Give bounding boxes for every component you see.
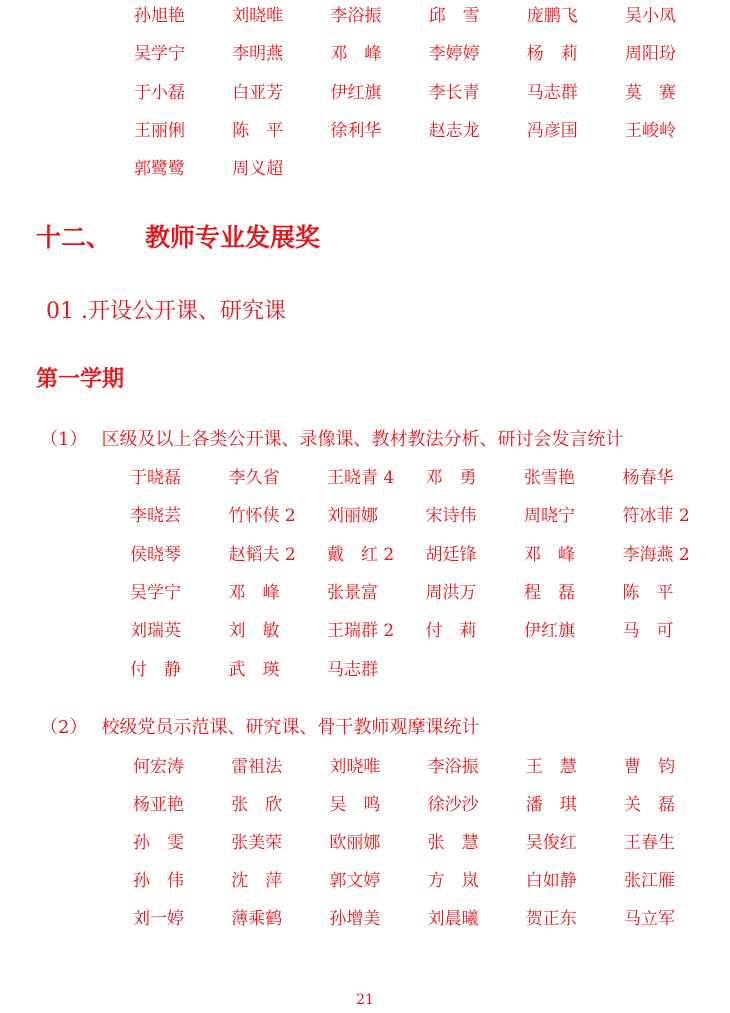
person-name: 郭鹭鹭 [134, 159, 185, 180]
item1-label: （1） [40, 429, 88, 450]
person-name: 沈 萍 [231, 871, 283, 891]
person-name: 李浴振 [427, 757, 479, 777]
name-row [0, 42, 730, 66]
section-title: 教师专业发展奖 [145, 223, 321, 252]
person-name: 戴 红 2 [327, 544, 395, 565]
name-row [0, 831, 730, 855]
person-name: 薄乘鹤 [231, 909, 283, 929]
name-row [0, 619, 730, 643]
person-name: 孙 雯 [133, 833, 184, 853]
person-name: 刘瑞英 [130, 621, 181, 642]
name-row [0, 793, 730, 817]
person-name: 吴 鸣 [329, 795, 381, 815]
person-name: 吴俊红 [525, 833, 577, 853]
person-name: 符冰菲 2 [622, 506, 690, 527]
person-name: 杨 莉 [526, 44, 578, 65]
person-name: 李晓芸 [130, 506, 181, 527]
name-row [0, 504, 730, 528]
person-name: 赵韬夫 2 [228, 544, 296, 565]
person-name: 周晓宁 [524, 506, 575, 527]
person-name: 武 瑛 [228, 659, 280, 680]
person-name: 马 可 [622, 621, 674, 642]
person-name: 李长青 [428, 82, 480, 103]
person-name: 陈 平 [232, 120, 284, 141]
person-name: 李浴振 [330, 6, 382, 26]
item1-title: 区级及以上各类公开课、录像课、教材教法分析、研讨会发言统计 [101, 429, 624, 450]
name-row [0, 119, 730, 143]
person-name: 郭文婷 [329, 871, 381, 891]
page-number: 21 [356, 992, 374, 1008]
subsection-heading: 01 .开设公开课、研究课 [46, 299, 286, 324]
name-row [0, 157, 730, 181]
person-name: 李婷婷 [428, 44, 480, 65]
person-name: 贺正东 [525, 909, 577, 929]
person-name: 方 岚 [427, 871, 479, 891]
person-name: 程 磊 [524, 582, 575, 603]
item1-heading [40, 425, 623, 451]
person-name: 伊红旗 [330, 82, 382, 103]
person-name: 王丽俐 [134, 120, 185, 141]
person-name: 张美荣 [231, 833, 283, 853]
person-name: 王瑞群 2 [327, 621, 395, 642]
person-name: 马志群 [526, 82, 578, 103]
person-name: 于小磊 [134, 82, 185, 103]
item2-title: 校级党员示范课、研究课、骨干教师观摩课统计 [101, 717, 480, 738]
name-row [0, 543, 730, 567]
person-name: 莫 赛 [625, 82, 676, 103]
name-row [0, 581, 730, 605]
item2-heading [40, 713, 479, 739]
person-name: 周义超 [232, 159, 284, 180]
person-name: 王晓青 4 [327, 468, 395, 488]
person-name: 邓 勇 [425, 468, 477, 488]
person-name: 徐利华 [330, 120, 382, 141]
person-name: 马志群 [327, 659, 378, 680]
person-name: 赵志龙 [428, 120, 480, 141]
person-name: 杨亚艳 [133, 795, 184, 815]
person-name: 白如静 [525, 871, 577, 891]
person-name: 雷祖法 [231, 757, 283, 777]
person-name: 孙旭艳 [134, 6, 185, 26]
person-name: 孙增美 [329, 909, 381, 929]
name-row [0, 658, 730, 682]
person-name: 张景富 [327, 582, 378, 603]
person-name: 刘丽娜 [327, 506, 378, 527]
person-name: 白亚芳 [232, 82, 284, 103]
person-name: 张江雁 [624, 871, 675, 891]
person-name: 吴学宁 [134, 44, 185, 65]
person-name: 王春生 [624, 833, 675, 853]
person-name: 吴学宁 [130, 582, 181, 603]
name-row [0, 755, 730, 779]
person-name: 张 欣 [231, 795, 283, 815]
person-name: 邱 雪 [428, 6, 480, 26]
person-name: 刘晓唯 [329, 757, 381, 777]
person-name: 李明燕 [232, 44, 284, 65]
term-heading: 第一学期 [36, 366, 125, 392]
person-name: 杨春华 [622, 468, 674, 488]
person-name: 宋诗伟 [425, 506, 477, 527]
person-name: 马立军 [624, 909, 675, 929]
person-name: 庞鹏飞 [526, 6, 578, 26]
person-name: 吴小凤 [625, 6, 676, 26]
person-name: 于晓磊 [130, 468, 181, 488]
person-name: 付 莉 [425, 621, 477, 642]
person-name: 王 慧 [525, 757, 577, 777]
name-row [0, 466, 730, 490]
person-name: 刘 敏 [228, 621, 280, 642]
section-heading [36, 218, 320, 254]
person-name: 竹怀侠 2 [228, 506, 296, 527]
person-name: 刘晓唯 [232, 6, 284, 26]
name-row [0, 4, 730, 28]
person-name: 邓 峰 [228, 582, 280, 603]
person-name: 关 磊 [624, 795, 675, 815]
person-name: 陈 平 [622, 582, 674, 603]
name-row [0, 869, 730, 893]
person-name: 潘 琪 [525, 795, 577, 815]
section-number: 十二、 [36, 223, 112, 252]
person-name: 张 慧 [427, 833, 479, 853]
person-name: 冯彦国 [526, 120, 578, 141]
person-name: 曹 钧 [624, 757, 675, 777]
person-name: 邓 峰 [330, 44, 382, 65]
person-name: 周洪万 [425, 582, 477, 603]
person-name: 孙 伟 [133, 871, 184, 891]
person-name: 邓 峰 [524, 544, 575, 565]
person-name: 李久省 [228, 468, 280, 488]
person-name: 刘一婷 [133, 909, 184, 929]
name-row [0, 81, 730, 105]
person-name: 胡廷锋 [425, 544, 477, 565]
person-name: 李海燕 2 [622, 544, 690, 565]
person-name: 徐沙沙 [427, 795, 479, 815]
person-name: 何宏涛 [133, 757, 184, 777]
person-name: 伊红旗 [524, 621, 575, 642]
person-name: 张雪艳 [524, 468, 575, 488]
person-name: 欧丽娜 [329, 833, 381, 853]
person-name: 付 静 [130, 659, 181, 680]
person-name: 周阳玢 [625, 44, 676, 65]
person-name: 王峻岭 [625, 120, 676, 141]
name-row [0, 907, 730, 931]
item2-label: （2） [40, 717, 88, 738]
person-name: 刘晨曦 [427, 909, 479, 929]
person-name: 侯晓琴 [130, 544, 181, 565]
